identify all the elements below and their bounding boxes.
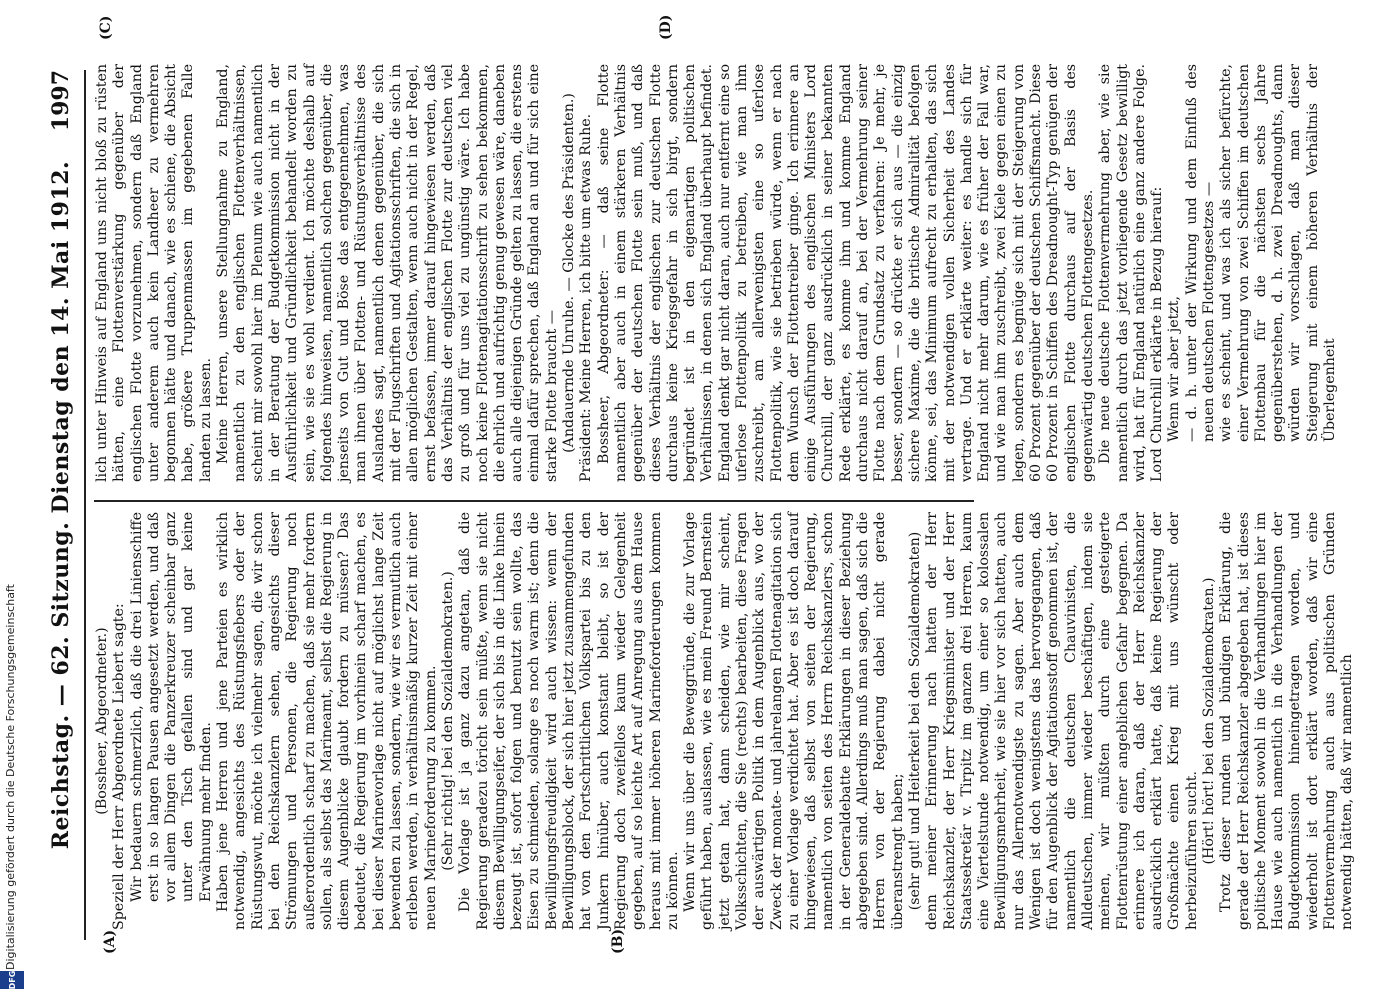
dfg-logo: DFG [0, 971, 24, 989]
paragraph: Bossheer, Abgeordneter: — daß seine Flotte namentlich aber auch in einem stärkeren Verhältnis gegenüber der deutschen Flotte sein muß, und daß dieses Verhältnis der englischen zur deutschen Flotte durchaus keine Kriegsgefahr in sich birgt, sondern begründet ist in den eigenartigen politischen Verhältnissen, in denen sich England überhaupt befindet. England denkt gar nicht daran, auch nur entfernt eine so uferlose Flottenpolitik zu betreiben, wie man ihm zuschreibt, am allerwenigsten eine so uferlose Flottenpolitik, wie sie betrieben würde, wenn er nach dem Wunsch der Flottentreiber ginge. Ich erinnere an einige Ausführungen des englischen Ministers Lord Churchill, der ganz ausdrücklich in seiner bekannten Rede erklärte, es komme ihm und komme England durchaus nicht darauf an, bei der Vermehrung seiner Flotte nach dem Grundsatz zu verfahren: Je mehr, je besser, sondern — so drückte er sich aus — die einzig sichere Maxime, die die britische Admiralität befolgen könne, sei, das Minimum aufrecht zu erhalten, das sich mit der notwendigen vollen Sicherheit des Landes vertrage. Und er erklärte weiter: es handle sich für England nicht mehr darum, wie es früher der Fall war, und wie man ihm zuschreibt, zwei Kiele gegen einen zu legen, sondern es begnüge sich mit der Steigerung von 60 Prozent gegenüber der deutschen Schiffsmacht. Diese 60 Prozent in Schiffen des Dreadnought-Typ genügen der englischen Flotte durchaus auf der Basis des gegenwärtig deutschen Flottengesetzes. [595, 64, 1096, 482]
paragraph: (Bossheer, Abgeordneter.) [94, 627, 110, 815]
margin-label-d: (D) [658, 14, 674, 40]
credit-text: Digitalisierung gefördert durch die Deutsche Forschungsgemeinschaft [4, 584, 17, 970]
paragraph: Trotz dieser runden und bündigen Erklärung, die gerade der Herr Reichskanzler abgegeben hat, ist dieses politische Moment sowohl in die Verhandlungen hier im Hause wie auch namentlich in die Verhandlungen der Budgetkommission hineingetragen worden, und wiederholt ist dort erklärt worden, daß wir eine Flottenvermehrung auch aus politischen Gründen notwendig hätten, daß wir namentlich [1218, 512, 1356, 930]
paragraph: Präsident: Meine Herren, ich bitte um etwas Ruhe. [578, 113, 595, 482]
paragraph: Speziell der Herr Abgeordnete Liebert sagte: [111, 603, 128, 930]
paragraph: Haben jene Herren und jene Parteien es wirklich notwendig, angesichts des Rüstungsfiebers oder der Rüstungswut, möchte ich vielmehr sagen, die wir schon bei den Reichskanzlern sehen, angesichts dieser Strömungen und Personen, die Regierung noch außerordentlich scharf zu machen, daß sie mehr fordern sollen, als selbst das Marineamt, selbst die Regierung in diesem Augenblicke glaubt fordern zu müssen? Das bedeutet, die Regierung im vorhinein scharf machen, es bei dieser Marinevorlage nicht auf möglichst lange Zeit bewenden zu lassen, sondern, wie wir es vermutlich auch erleben werden, in verhältnismäßig kurzer Zeit mit einer neuen Marineforderung zu kommen. [215, 512, 439, 930]
paragraph: (Hört! hört! bei den Sozialdemokraten.) [1201, 577, 1217, 865]
margin-label-c: (C) [98, 15, 114, 40]
paragraph: Wenn wir aber jetzt, [1166, 296, 1183, 442]
margin-label-a: (A) [102, 929, 118, 954]
right-column [94, 64, 1339, 482]
credit-strip [0, 0, 26, 1000]
paragraph: lich unter Hinweis auf England uns nicht bloß zu rüsten hätten, eine Flottenverstärkung gegenüber der englischen Flotte vorzunehmen, sondern daß England unter anderem auch kein Landheer zu vermehren begonnen hätte und danach, wie es schiene, die Absicht habe, größere Truppenmassen im gegebenen Falle landen zu lassen. [94, 64, 214, 482]
paragraph: (Sehr richtig! bei den Sozialdemokraten.) [439, 571, 456, 871]
paragraph: wie es scheint, und was ich als sicher befürchte, einer Vermehrung von zwei Schiffen im deutschen Flottenbau für die nächsten sechs Jahre gegenüberstehen, d. h. zwei Dreadnoughts, dann würden wir vorschlagen, daß man dieser Steigerung mit einem höheren Verhältnis der Überlegenheit [1218, 64, 1339, 442]
paragraph: — d. h. unter der Wirkung und dem Einfluß des neuen deutschen Flottengesetzes — [1183, 64, 1217, 442]
paragraph: Wir bedauern schmerzlich, daß die drei Linienschiffe erst in so langen Pausen angesetzt werden, und daß vor allem Dingen die Panzerkreuzer scheinbar ganz unter den Tisch gefallen sind und gar keine Erwähnung mehr finden. [128, 512, 214, 902]
paragraph: (sehr gut! und Heiterkeit bei den Sozialdemokraten) [906, 531, 923, 911]
paragraph: denn meiner Erinnerung nach hatten der Herr Reichskanzler, der Herr Kriegsminister und der Herr Staatssekretär v. Tirpitz im ganzen drei Herren, kaum eine Viertelstunde notwendig, um einer so kolossalen Bewilligungsmehrheit, wie sie hier vor sich hatten, auch nur das Allernotwendigste zu sagen. Aber auch dem Wenigen ist doch wenigstens das hervorgegangen, daß für den Augenblick der Agitationsstoff genommen ist, der namentlich die deutschen Chauvinisten, die Alldeutschen, immer wieder beschäftigen, indem sie meinen, wir müßten durch eine gesteigerte Flottenrüstung einer angeblichen Gefahr begegnen. Da erinnere ich daran, daß der Herr Reichskanzler ausdrücklich erklärt hatte, daß keine Regierung der Großmächte einen Krieg mit uns wünscht oder herbeizuführen sucht. [924, 512, 1200, 930]
column-divider [94, 500, 974, 502]
header-title: Reichstag. — 62. Sitzung. Dienstag den 14. Mai 1912. [48, 160, 74, 850]
paragraph: Meine Herren, unsere Stellungnahme zu England, namentlich zu den englischen Flottenverhältnissen, scheint mir sowohl hier im Plenum wie auch namentlich in der Beratung der Budgetkommission nicht in der Ausführlichkeit und Gründlichkeit behandelt worden zu sein, wie sie es wohl verdient. Ich möchte deshalb auf folgendes hinweisen, namentlich solchen gegenüber, die jenseits von Gut und Böse das entgegennehmen, was man ihnen über Flotten- und Rüstungsverhältnisse des Auslandes sagt, namentlich denen gegenüber, die sich mit der Flugschriften und Agitationsschriften, die sich in allen möglichen Gestalten, wenn auch nicht in der Regel, ernst befassen, immer darauf hingewiesen werden, daß das Verhältnis der englischen Flotte zur deutschen viel zu groß und für uns viel zu ungünstig wäre. Ich habe noch keine Flottenagitationsschrift zu sehen bekommen, die ehrlich und aufrichtig genug gewesen wäre, daneben auch alle diejenigen Gründe gelten zu lassen, die erstens einmal dafür sprechen, daß England an und für sich eine starke Flotte braucht — [215, 64, 560, 482]
margin-label-b: (B) [610, 928, 626, 954]
paragraph: Wenn wir uns über die Beweggründe, die zur Vorlage geführt haben, auslassen, wie es mein Freund Bernstein jetzt getan hat, dann scheiden, wie mir scheint, Volksschichten, die Sie (rechts) bearbeiten, diese Fragen der auswärtigen Politik in dem Augenblick aus, wo der Zweck der monate- und jahrelangen Flottenagitation sich zu einer Vorlage verdichtet hat. Aber es ist doch darauf hingewiesen, daß selbst von seiten der Regierung, namentlich von seiten des Herrn Reichskanzlers, schon in der Generaldebatte Erklärungen in dieser Beziehung abgegeben sind. Allerdings muß man sagen, daß sich die Herren von der Regierung dabei nicht gerade überanstrengt haben; [682, 512, 906, 930]
paragraph: Die Vorlage ist ja ganz dazu angetan, daß die Regierung geradezu töricht sein müßte, wenn sie nicht diesem Bewilligungseifer, der sich bis in die Linke hinein bezeugt ist, sofort folgen und benutzt sein wollte, das Eisen zu schmieden, solange es noch warm ist; denn die Bewilligungsfreudigkeit wird auch wissen: wenn der Bewilligungsblock, der sich hier jetzt zusammengefunden hat von den Fortschrittlichen Volkspartei bis zu den Junkern hinüber, auch konstant bleibt, so ist der Regierung doch zweifellos kaum wieder Gelegenheit gegeben, auf so leichte Art auf Anregung aus dem Hause heraus mit immer höheren Marineforderungen kommen zu können. [457, 512, 681, 930]
paragraph: Die neue deutsche Flottenvermehrung aber, wie sie namentlich durch das jetzt vorliegende Gesetz bewilligt wird, hat für England natürlich eine ganz andere Folge. Lord Churchill erklärte in Bezug hierauf: [1097, 64, 1166, 482]
page-header [40, 70, 86, 940]
paragraph: (Andauernde Unruhe. — Glocke des Präsidenten.) [561, 93, 578, 453]
left-column [94, 512, 1357, 930]
page-number: 1997 [48, 70, 74, 132]
